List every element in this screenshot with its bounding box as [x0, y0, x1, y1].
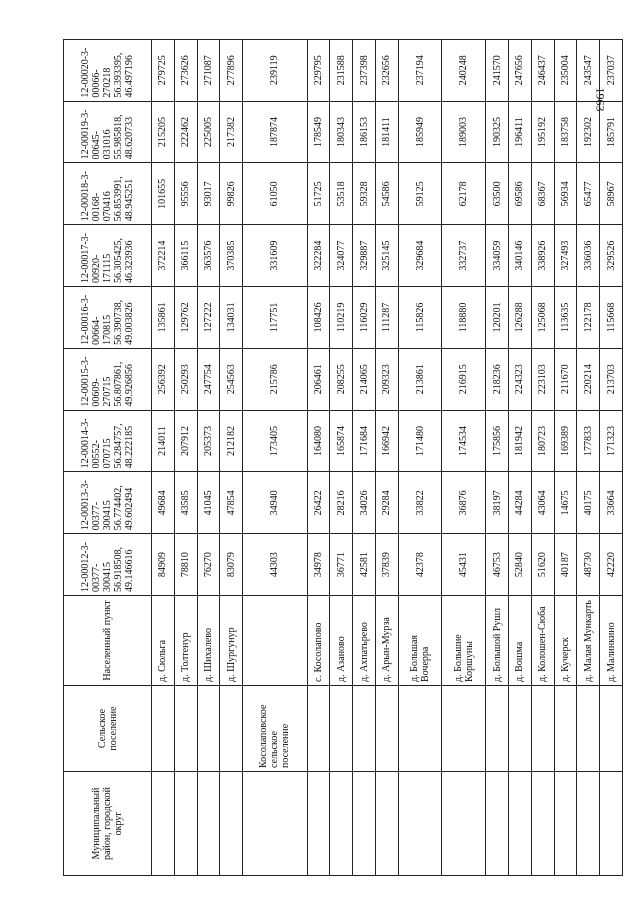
cell-municipal: [330, 772, 353, 876]
cell-distance: 78810: [174, 534, 197, 596]
cell-municipal: [531, 772, 554, 876]
cell-distance: 52840: [508, 534, 531, 596]
cell-distance: 34026: [353, 472, 376, 534]
code-coords: 56.393395, 46.497196: [113, 52, 135, 98]
cell-distance: 54586: [376, 163, 399, 225]
cell-distance: 185949: [398, 101, 442, 163]
code-coords: 56.807861, 49.926856: [113, 361, 135, 407]
table-row: [152, 39, 175, 875]
cell-distance: 171684: [353, 410, 376, 472]
cell-municipal: [197, 772, 220, 876]
cell-municipal: [243, 772, 308, 876]
cell-distance: 37839: [376, 534, 399, 596]
cell-distance: 231588: [330, 39, 353, 101]
rotated-table-container: [63, 47, 623, 876]
cell-distance: 214011: [152, 410, 175, 472]
table-row: [330, 39, 353, 875]
cell-distance: 171480: [398, 410, 442, 472]
cell-distance: 336036: [577, 225, 600, 287]
cell-distance: 42378: [398, 534, 442, 596]
code-coords: 56.284757, 48.222185: [113, 423, 135, 469]
cell-distance: 115668: [600, 287, 623, 349]
code-coords: 55.985818, 48.620733: [113, 114, 135, 160]
header-code: [64, 163, 152, 225]
cell-distance: 29284: [376, 472, 399, 534]
cell-distance: 95556: [174, 163, 197, 225]
cell-settlement: [442, 686, 486, 772]
cell-settlement: [220, 686, 243, 772]
cell-settlement: [376, 686, 399, 772]
cell-distance: 189003: [442, 101, 486, 163]
cell-distance: 33822: [398, 472, 442, 534]
cell-distance: 218236: [486, 348, 509, 410]
code-id: 12-00014-3-00552-070715: [80, 418, 113, 469]
cell-distance: 53518: [330, 163, 353, 225]
table-row: [376, 39, 399, 875]
cell-distance: 62178: [442, 163, 486, 225]
cell-distance: 117751: [243, 287, 308, 349]
cell-municipal: [307, 772, 330, 876]
cell-distance: 99826: [220, 163, 243, 225]
cell-locality: [243, 596, 308, 686]
cell-distance: 241570: [486, 39, 509, 101]
cell-distance: 51620: [531, 534, 554, 596]
table-body: [152, 39, 623, 875]
cell-distance: 214065: [353, 348, 376, 410]
cell-distance: 166942: [376, 410, 399, 472]
cell-distance: 277896: [220, 39, 243, 101]
cell-distance: 115826: [398, 287, 442, 349]
cell-distance: 129762: [174, 287, 197, 349]
code-coords: 56.390738, 49.003826: [113, 299, 135, 345]
header-settlement: Сельское поселение: [64, 686, 152, 772]
cell-distance: 44284: [508, 472, 531, 534]
cell-distance: 190325: [486, 101, 509, 163]
cell-settlement: [174, 686, 197, 772]
cell-locality: д. Азаново: [330, 596, 353, 686]
cell-locality: д. Большая Вочерра: [398, 596, 442, 686]
table-row: [486, 39, 509, 875]
cell-distance: 256392: [152, 348, 175, 410]
cell-municipal: [554, 772, 577, 876]
table-row: [353, 39, 376, 875]
code-coords: 56.918508, 49.146616: [113, 547, 135, 592]
cell-distance: 325145: [376, 225, 399, 287]
cell-distance: 254563: [220, 348, 243, 410]
cell-distance: 232656: [376, 39, 399, 101]
cell-distance: 331609: [243, 225, 308, 287]
cell-locality: д. Шургунур: [220, 596, 243, 686]
cell-distance: 169389: [554, 410, 577, 472]
cell-settlement: [600, 686, 623, 772]
cell-distance: 127222: [197, 287, 220, 349]
header-row: [64, 39, 152, 875]
cell-distance: 208255: [330, 348, 353, 410]
cell-distance: 34940: [243, 472, 308, 534]
cell-distance: 235004: [554, 39, 577, 101]
cell-settlement: [531, 686, 554, 772]
table-row: [398, 39, 442, 875]
cell-distance: 84909: [152, 534, 175, 596]
cell-distance: 186153: [353, 101, 376, 163]
code-coords: 56.305425, 46.323936: [113, 238, 135, 284]
code-id: 12-00016-3-00664-170815: [80, 294, 113, 345]
cell-distance: 178549: [307, 101, 330, 163]
cell-distance: 212182: [220, 410, 243, 472]
cell-distance: 334059: [486, 225, 509, 287]
table-row: [577, 39, 600, 875]
cell-municipal: [486, 772, 509, 876]
cell-distance: 192302: [577, 101, 600, 163]
table-row: [600, 39, 623, 875]
cell-distance: 69586: [508, 163, 531, 225]
cell-locality: д. Кучерск: [554, 596, 577, 686]
cell-municipal: [577, 772, 600, 876]
cell-distance: 243547: [577, 39, 600, 101]
cell-distance: 213703: [600, 348, 623, 410]
cell-locality: д. Большой Рушл: [486, 596, 509, 686]
cell-distance: 45431: [442, 534, 486, 596]
cell-distance: 49684: [152, 472, 175, 534]
cell-distance: 220214: [577, 348, 600, 410]
cell-distance: 113635: [554, 287, 577, 349]
cell-distance: 83079: [220, 534, 243, 596]
cell-locality: д. Сюльга: [152, 596, 175, 686]
cell-distance: 68367: [531, 163, 554, 225]
cell-distance: 329887: [353, 225, 376, 287]
cell-distance: 76270: [197, 534, 220, 596]
cell-distance: 366115: [174, 225, 197, 287]
code-id: 12-00012-3-00377-300415: [80, 542, 113, 592]
code-id: 12-00015-3-00609-270715: [80, 356, 113, 407]
cell-distance: 120201: [486, 287, 509, 349]
cell-distance: 122178: [577, 287, 600, 349]
cell-distance: 65477: [577, 163, 600, 225]
cell-distance: 340146: [508, 225, 531, 287]
cell-settlement: [486, 686, 509, 772]
table-row: [442, 39, 486, 875]
header-code: [64, 287, 152, 349]
cell-distance: 324077: [330, 225, 353, 287]
code-id: 12-00013-3-00377-300415: [80, 480, 113, 531]
cell-distance: 332737: [442, 225, 486, 287]
cell-distance: 195192: [531, 101, 554, 163]
page-number: 1963: [593, 87, 608, 112]
cell-settlement: [398, 686, 442, 772]
cell-distance: 125068: [531, 287, 554, 349]
cell-distance: 181942: [508, 410, 531, 472]
cell-distance: 372214: [152, 225, 175, 287]
cell-distance: 196411: [508, 101, 531, 163]
header-code: [64, 225, 152, 287]
table-row: [307, 39, 330, 875]
cell-municipal: [353, 772, 376, 876]
cell-distance: 101655: [152, 163, 175, 225]
cell-locality: д. Ахпатьрево: [353, 596, 376, 686]
cell-municipal: [376, 772, 399, 876]
cell-distance: 14675: [554, 472, 577, 534]
table-row: [197, 39, 220, 875]
cell-locality: с. Косолапово: [307, 596, 330, 686]
cell-distance: 34978: [307, 534, 330, 596]
cell-distance: 28216: [330, 472, 353, 534]
cell-distance: 108426: [307, 287, 330, 349]
cell-distance: 338926: [531, 225, 554, 287]
cell-distance: 250293: [174, 348, 197, 410]
table-row: [220, 39, 243, 875]
code-id: 12-00018-3-00168-070416: [80, 171, 113, 222]
cell-distance: 164080: [307, 410, 330, 472]
cell-distance: 43064: [531, 472, 554, 534]
table-row: [508, 39, 531, 875]
cell-distance: 38197: [486, 472, 509, 534]
cell-settlement: [307, 686, 330, 772]
cell-settlement: [152, 686, 175, 772]
cell-distance: 247754: [197, 348, 220, 410]
cell-settlement: [577, 686, 600, 772]
cell-distance: 58967: [600, 163, 623, 225]
cell-distance: 223103: [531, 348, 554, 410]
cell-settlement: [197, 686, 220, 772]
cell-settlement: [554, 686, 577, 772]
code-id: 12-00019-3-00645-031016: [80, 109, 113, 160]
cell-distance: 42581: [353, 534, 376, 596]
cell-distance: 118880: [442, 287, 486, 349]
table-row: [531, 39, 554, 875]
cell-distance: 171323: [600, 410, 623, 472]
cell-distance: 42220: [600, 534, 623, 596]
cell-distance: 327493: [554, 225, 577, 287]
cell-distance: 207912: [174, 410, 197, 472]
cell-distance: 222462: [174, 101, 197, 163]
cell-distance: 173405: [243, 410, 308, 472]
header-code: [64, 534, 152, 596]
cell-municipal: [508, 772, 531, 876]
cell-distance: 273626: [174, 39, 197, 101]
header-code: [64, 410, 152, 472]
cell-distance: 206461: [307, 348, 330, 410]
header-locality: Населенный пункт: [64, 596, 152, 686]
header-code: [64, 39, 152, 101]
cell-distance: 44303: [243, 534, 308, 596]
cell-distance: 237037: [600, 39, 623, 101]
cell-distance: 59125: [398, 163, 442, 225]
cell-locality: д. Вошма: [508, 596, 531, 686]
cell-distance: 135861: [152, 287, 175, 349]
cell-distance: 187874: [243, 101, 308, 163]
cell-distance: 174534: [442, 410, 486, 472]
cell-distance: 48730: [577, 534, 600, 596]
cell-distance: 322284: [307, 225, 330, 287]
cell-locality: д. Арын-Мурза: [376, 596, 399, 686]
code-id: 12-00017-3-00920-171115: [80, 233, 113, 284]
cell-distance: 51725: [307, 163, 330, 225]
cell-municipal: [600, 772, 623, 876]
cell-distance: 177833: [577, 410, 600, 472]
cell-distance: 363576: [197, 225, 220, 287]
cell-distance: 56934: [554, 163, 577, 225]
code-id: 12-00020-3-00066-270218: [80, 47, 113, 98]
cell-distance: 215786: [243, 348, 308, 410]
cell-distance: 46753: [486, 534, 509, 596]
cell-locality: д. Толтенур: [174, 596, 197, 686]
cell-distance: 209323: [376, 348, 399, 410]
cell-distance: 215205: [152, 101, 175, 163]
cell-distance: 216915: [442, 348, 486, 410]
cell-distance: 41045: [197, 472, 220, 534]
cell-distance: 217382: [220, 101, 243, 163]
cell-distance: 33664: [600, 472, 623, 534]
distance-table: [63, 39, 623, 876]
cell-distance: 180343: [330, 101, 353, 163]
cell-distance: 26422: [307, 472, 330, 534]
cell-distance: 181411: [376, 101, 399, 163]
cell-locality: д. Большие Коршуны: [442, 596, 486, 686]
cell-distance: 40175: [577, 472, 600, 534]
table-row: [243, 39, 308, 875]
cell-distance: 279725: [152, 39, 175, 101]
cell-municipal: [152, 772, 175, 876]
cell-municipal: [442, 772, 486, 876]
cell-distance: 61050: [243, 163, 308, 225]
cell-distance: 59328: [353, 163, 376, 225]
cell-distance: 370385: [220, 225, 243, 287]
cell-locality: д. Малинкино: [600, 596, 623, 686]
cell-distance: 240248: [442, 39, 486, 101]
cell-locality: д. Колошен-Сюба: [531, 596, 554, 686]
cell-distance: 47854: [220, 472, 243, 534]
cell-settlement: [508, 686, 531, 772]
table-row: [554, 39, 577, 875]
cell-distance: 36771: [330, 534, 353, 596]
cell-distance: 110219: [330, 287, 353, 349]
cell-distance: 126288: [508, 287, 531, 349]
cell-distance: 111287: [376, 287, 399, 349]
table-row: [174, 39, 197, 875]
cell-settlement: [353, 686, 376, 772]
cell-distance: 247656: [508, 39, 531, 101]
cell-settlement: Косолаповское сельское поселение: [243, 686, 308, 772]
cell-distance: 165874: [330, 410, 353, 472]
cell-locality: д. Малая Мункарть: [577, 596, 600, 686]
cell-distance: 239119: [243, 39, 308, 101]
cell-distance: 134031: [220, 287, 243, 349]
cell-distance: 329684: [398, 225, 442, 287]
cell-distance: 213861: [398, 348, 442, 410]
cell-distance: 246437: [531, 39, 554, 101]
cell-distance: 329526: [600, 225, 623, 287]
cell-distance: 175856: [486, 410, 509, 472]
header-municipal: Муниципальный район, городской округ: [64, 772, 152, 876]
cell-distance: 93017: [197, 163, 220, 225]
cell-distance: 180723: [531, 410, 554, 472]
header-code: [64, 472, 152, 534]
cell-municipal: [220, 772, 243, 876]
code-coords: 56.853991, 48.945251: [113, 176, 135, 222]
header-code: [64, 101, 152, 163]
cell-distance: 43585: [174, 472, 197, 534]
cell-distance: 40187: [554, 534, 577, 596]
cell-distance: 63500: [486, 163, 509, 225]
cell-distance: 36876: [442, 472, 486, 534]
cell-distance: 237398: [353, 39, 376, 101]
cell-distance: 271087: [197, 39, 220, 101]
cell-distance: 237194: [398, 39, 442, 101]
cell-settlement: [330, 686, 353, 772]
cell-distance: 116029: [353, 287, 376, 349]
cell-distance: 205373: [197, 410, 220, 472]
cell-distance: 229795: [307, 39, 330, 101]
cell-distance: 183758: [554, 101, 577, 163]
header-code: [64, 348, 152, 410]
cell-distance: 224323: [508, 348, 531, 410]
cell-distance: 225005: [197, 101, 220, 163]
cell-distance: 211670: [554, 348, 577, 410]
cell-municipal: [174, 772, 197, 876]
cell-distance: 185791: [600, 101, 623, 163]
cell-locality: д. Шихалево: [197, 596, 220, 686]
cell-municipal: [398, 772, 442, 876]
code-coords: 56.774402, 49.602494: [113, 485, 135, 531]
